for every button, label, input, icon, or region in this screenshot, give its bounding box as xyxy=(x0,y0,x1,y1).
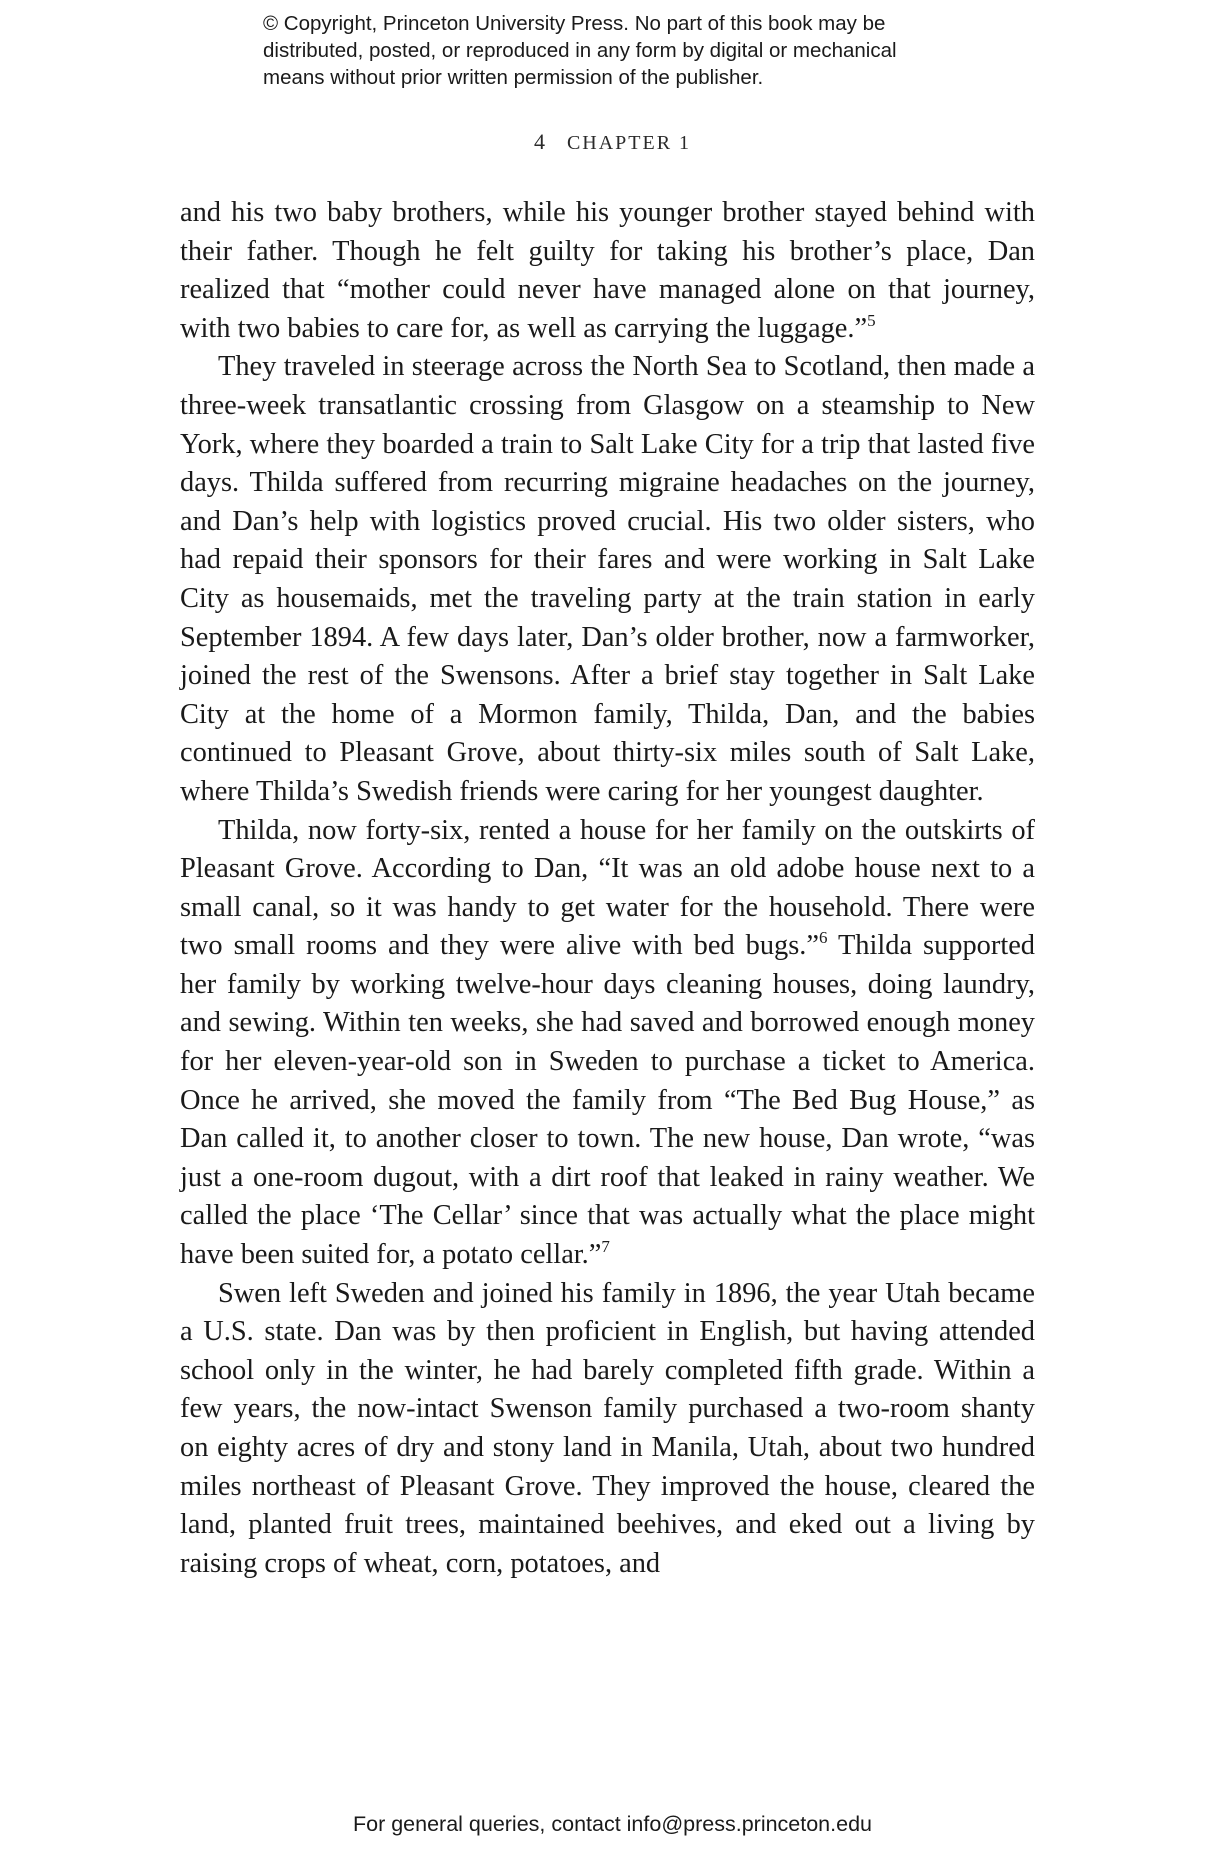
paragraph-1-text: and his two baby brothers, while his younger brother stayed behind with their father. Though he felt guilty for taking his brother’s place, Dan realized that “mother could never have managed alone on that journey, with two babies to care for, as well as carrying the luggage.” xyxy=(180,197,1035,344)
chapter-label: CHAPTER 1 xyxy=(566,132,692,154)
footnote-ref-7[interactable]: 7 xyxy=(601,1236,610,1256)
copyright-line-1: © Copyright, Princeton University Press. No part of this book may be xyxy=(263,12,886,35)
paragraph-3-text-b: Thilda supported her family by working twelve-hour days cleaning houses, doing laundry, and sewing. Within ten weeks, she had saved and borrowed enough money for her eleven-year-old son in Sweden to purchase a ticket to America. Once he arrived, she moved the family from “The Bed Bug House,” as Dan called it, to another closer to town. The new house, Dan wrote, “was just a one-room dugout, with a dirt roof that leaked in rainy weather. We called the place ‘The Cellar’ since that was actually what the place might have been suited for, a potato cellar.” xyxy=(180,930,1036,1271)
footer-contact: For general queries, contact info@press.princeton.edu xyxy=(352,1812,872,1836)
paragraph-4 xyxy=(180,1275,1035,1584)
paragraph-3-text-a: Thilda, now forty-six, rented a house for her family on the outskirts of Pleasant Grove. According to Dan, “It was an old adobe house next to a small canal, so it was handy to get water for the household. There were two small rooms and they were alive with bed bugs.” xyxy=(180,814,1035,962)
copyright-notice xyxy=(263,10,1023,91)
footnote-ref-5[interactable]: 5 xyxy=(867,310,876,330)
copyright-line-2: distributed, posted, or reproduced in any form by digital or mechanical xyxy=(263,39,897,62)
paragraph-1 xyxy=(180,194,1035,348)
paragraph-2 xyxy=(180,348,1035,811)
paragraph-2-text: They traveled in steerage across the North Sea to Scotland, then made a three-week transatlantic crossing from Glasgow on a steamship to New York, where they boarded a train to Salt Lake City for a trip that lasted five days. Thilda suffered from recurring migraine headaches on the journey, and Dan’s help with logistics proved crucial. His two older sisters, who had repaid their sponsors for their fares and were working in Salt Lake City as housemaids, met the traveling party at the train station in early September 1894. A few days later, Dan’s older brother, now a farmworker, joined the rest of the Swensons. After a brief stay together in Salt Lake City at the home of a Mormon family, Thilda, Dan, and the babies continued to Pleasant Grove, about thirty-six miles south of Salt Lake, where Thilda’s Swedish friends were caring for her youngest daughter. xyxy=(180,351,1035,807)
page-number: 4 xyxy=(533,129,545,154)
body-text xyxy=(180,194,1035,1583)
paragraph-4-text: Swen left Sweden and joined his family in 1896, the year Utah became a U.S. state. Dan was by then proficient in English, but having attended school only in the winter, he had barely completed fifth grade. Within a few years, the now-intact Swenson family purchased a two-room shanty on eighty acres of dry and stony land in Manila, Utah, about two hundred miles northeast of Pleasant Grove. They improved the house, cleared the land, planted fruit trees, maintained beehives, and eked out a living by raising crops of wheat, corn, potatoes, and xyxy=(180,1277,1035,1579)
footnote-ref-6[interactable]: 6 xyxy=(818,928,828,948)
running-head xyxy=(0,128,1225,157)
copyright-line-3: means without prior written permission of the publisher. xyxy=(263,66,764,89)
paragraph-3 xyxy=(180,812,1035,1275)
